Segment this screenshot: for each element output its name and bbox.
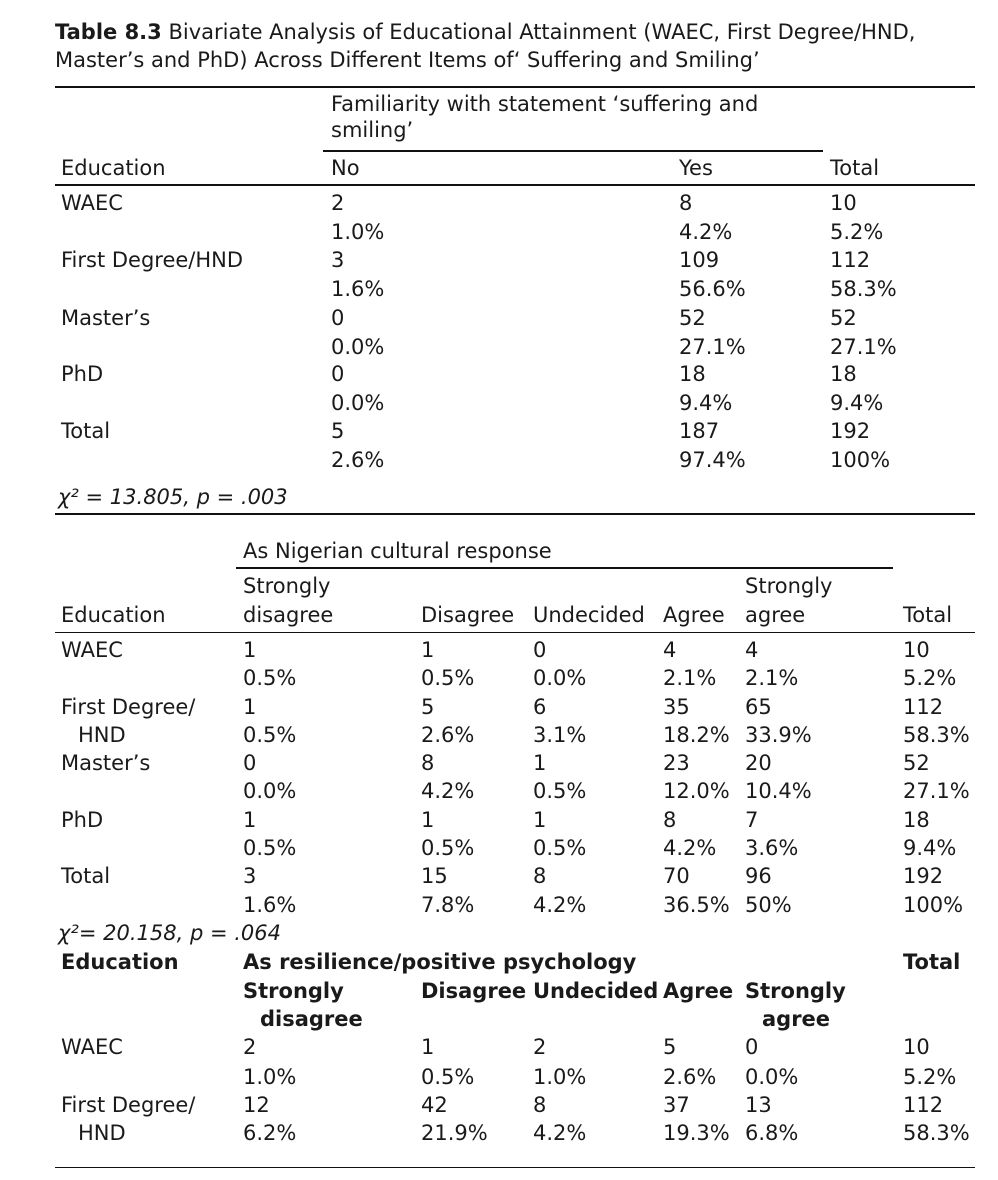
table3-cell-count: 42 bbox=[421, 1093, 448, 1117]
table3-col-header-line1: Strongly bbox=[243, 979, 344, 1003]
table3-cell-count: 2 bbox=[533, 1035, 547, 1059]
table1-row-label: Total bbox=[61, 419, 111, 443]
caption-text-line2: Master’s and PhD) Across Different Items of‘ Suffering and Smiling’ bbox=[55, 48, 760, 72]
table2-cell-pct: 10.4% bbox=[745, 779, 812, 803]
table2-cell-count: 3 bbox=[243, 864, 257, 888]
table3-cell-total: 10 bbox=[903, 1035, 930, 1059]
table3-row-label-cont: HND bbox=[78, 1121, 126, 1145]
table2-cell-count: 8 bbox=[421, 751, 435, 775]
table1-cell-total-pct: 9.4% bbox=[830, 391, 884, 415]
table1-header-rule bbox=[55, 184, 975, 186]
table2-row-label-cont: HND bbox=[78, 723, 126, 747]
table2-cell-pct: 4.2% bbox=[533, 893, 587, 917]
table1-group-header-line2: smiling’ bbox=[331, 118, 414, 142]
table3-cell-pct: 4.2% bbox=[533, 1121, 587, 1145]
table3-col-header-line1: Strongly bbox=[745, 979, 846, 1003]
table2-cell-count: 0 bbox=[243, 751, 257, 775]
table2-cell-count: 1 bbox=[243, 808, 257, 832]
table1-cell-count: 18 bbox=[679, 362, 706, 386]
table2-cell-count: 4 bbox=[663, 638, 677, 662]
table1-cell-pct: 2.6% bbox=[331, 448, 385, 472]
table1-cell-total: 192 bbox=[830, 419, 871, 443]
table1-cell-pct: 1.0% bbox=[331, 220, 385, 244]
table1-group-rule bbox=[323, 150, 823, 152]
table1-cell-total-pct: 27.1% bbox=[830, 335, 897, 359]
table1-cell-count: 0 bbox=[331, 306, 345, 330]
table3-cell-count: 2 bbox=[243, 1035, 257, 1059]
table1-row-label: Master’s bbox=[61, 306, 151, 330]
table3-cell-count: 0 bbox=[745, 1035, 759, 1059]
table1-cell-count: 109 bbox=[679, 248, 720, 272]
table3-cell-pct: 19.3% bbox=[663, 1121, 730, 1145]
table1-cell-count: 8 bbox=[679, 191, 693, 215]
table2-cell-total-pct: 100% bbox=[903, 893, 964, 917]
table1-row-label: WAEC bbox=[61, 191, 123, 215]
table3-cell-pct: 21.9% bbox=[421, 1121, 488, 1145]
table3-row-label: First Degree/ bbox=[61, 1093, 196, 1117]
table1-cell-total: 52 bbox=[830, 306, 857, 330]
table1-col-total: Total bbox=[830, 156, 880, 180]
table2-cell-pct: 0.5% bbox=[243, 836, 297, 860]
table3-cell-count: 37 bbox=[663, 1093, 690, 1117]
table2-group-rule bbox=[236, 567, 893, 569]
table3-cell-total-pct: 5.2% bbox=[903, 1065, 957, 1089]
table2-cell-pct: 36.5% bbox=[663, 893, 730, 917]
table2-cell-pct: 3.6% bbox=[745, 836, 799, 860]
table1-chi-square: χ² = 13.805, p = .003 bbox=[58, 485, 288, 509]
table2-cell-count: 1 bbox=[243, 695, 257, 719]
table2-col-header-line2: Disagree bbox=[421, 603, 515, 627]
table3-cell-pct: 6.2% bbox=[243, 1121, 297, 1145]
table3-col-header-line1: Disagree bbox=[421, 979, 527, 1003]
table2-cell-total: 52 bbox=[903, 751, 930, 775]
table2-col-header-line1: Strongly bbox=[745, 574, 833, 598]
table-number: Table 8.3 bbox=[55, 20, 162, 44]
table3-cell-pct: 1.0% bbox=[243, 1065, 297, 1089]
table1-cell-total-pct: 100% bbox=[830, 448, 891, 472]
table2-col-header-line2: disagree bbox=[243, 603, 334, 627]
table1-cell-pct: 1.6% bbox=[331, 277, 385, 301]
table2-header-rule bbox=[55, 632, 975, 633]
table2-col-header-line2: Undecided bbox=[533, 603, 645, 627]
table2-cell-count: 15 bbox=[421, 864, 448, 888]
table2-cell-count: 1 bbox=[421, 808, 435, 832]
table2-row-label: PhD bbox=[61, 808, 104, 832]
table1-row-label: First Degree/HND bbox=[61, 248, 244, 272]
table1-cell-pct: 9.4% bbox=[679, 391, 733, 415]
table3-col-header-line1: Undecided bbox=[533, 979, 659, 1003]
table1-cell-count: 0 bbox=[331, 362, 345, 386]
table1-cell-pct: 27.1% bbox=[679, 335, 746, 359]
table3-cell-pct: 1.0% bbox=[533, 1065, 587, 1089]
table2-cell-count: 35 bbox=[663, 695, 690, 719]
table2-cell-count: 0 bbox=[533, 638, 547, 662]
table2-cell-total: 18 bbox=[903, 808, 930, 832]
table1-cell-pct: 97.4% bbox=[679, 448, 746, 472]
table2-cell-pct: 50% bbox=[745, 893, 792, 917]
table2-cell-pct: 0.0% bbox=[243, 779, 297, 803]
table2-group-header: As Nigerian cultural response bbox=[243, 539, 552, 563]
table2-cell-pct: 2.1% bbox=[663, 666, 717, 690]
table2-cell-count: 5 bbox=[421, 695, 435, 719]
table1-cell-pct: 4.2% bbox=[679, 220, 733, 244]
table3-row-header: Education bbox=[61, 950, 179, 974]
table1-col-no: No bbox=[331, 156, 360, 180]
table2-cell-total: 192 bbox=[903, 864, 944, 888]
table3-col-total: Total bbox=[903, 950, 961, 974]
table2-cell-count: 1 bbox=[243, 638, 257, 662]
table2-cell-pct: 1.6% bbox=[243, 893, 297, 917]
table2-cell-count: 1 bbox=[533, 808, 547, 832]
table2-cell-pct: 2.1% bbox=[745, 666, 799, 690]
table2-cell-count: 4 bbox=[745, 638, 759, 662]
table2-cell-count: 23 bbox=[663, 751, 690, 775]
table2-row-label: Master’s bbox=[61, 751, 151, 775]
table1-cell-pct: 0.0% bbox=[331, 391, 385, 415]
table2-cell-pct: 0.5% bbox=[243, 666, 297, 690]
table2-row-header: Education bbox=[61, 603, 166, 627]
table1-cell-pct: 0.0% bbox=[331, 335, 385, 359]
table1-row-label: PhD bbox=[61, 362, 104, 386]
table2-row-label: WAEC bbox=[61, 638, 123, 662]
table1-col-yes: Yes bbox=[679, 156, 713, 180]
table-bottom-rule bbox=[55, 1167, 975, 1168]
table1-cell-total: 112 bbox=[830, 248, 871, 272]
table2-cell-count: 6 bbox=[533, 695, 547, 719]
table3-cell-count: 12 bbox=[243, 1093, 270, 1117]
table2-cell-total-pct: 27.1% bbox=[903, 779, 970, 803]
table1-group-header-line1: Familiarity with statement ‘suffering and bbox=[331, 92, 759, 116]
table2-cell-count: 96 bbox=[745, 864, 772, 888]
table2-cell-pct: 0.5% bbox=[533, 836, 587, 860]
table2-cell-pct: 0.5% bbox=[243, 723, 297, 747]
table2-cell-total: 112 bbox=[903, 695, 944, 719]
table1-row-header: Education bbox=[61, 156, 166, 180]
table2-cell-pct: 4.2% bbox=[421, 779, 475, 803]
table1-cell-count: 3 bbox=[331, 248, 345, 272]
table2-cell-count: 7 bbox=[745, 808, 759, 832]
table1-cell-pct: 56.6% bbox=[679, 277, 746, 301]
table1-cell-total: 10 bbox=[830, 191, 857, 215]
table2-cell-pct: 0.0% bbox=[533, 666, 587, 690]
table2-cell-count: 8 bbox=[533, 864, 547, 888]
table3-cell-total-pct: 58.3% bbox=[903, 1121, 970, 1145]
table2-cell-pct: 4.2% bbox=[663, 836, 717, 860]
table2-cell-total-pct: 9.4% bbox=[903, 836, 957, 860]
table2-cell-pct: 0.5% bbox=[421, 666, 475, 690]
table3-col-header-line2: disagree bbox=[260, 1007, 363, 1031]
table1-cell-total: 18 bbox=[830, 362, 857, 386]
table3-col-header-line2: agree bbox=[762, 1007, 831, 1031]
table2-cell-count: 70 bbox=[663, 864, 690, 888]
table3-cell-count: 13 bbox=[745, 1093, 772, 1117]
table2-row-label: Total bbox=[61, 864, 111, 888]
table2-cell-pct: 7.8% bbox=[421, 893, 475, 917]
table2-cell-pct: 18.2% bbox=[663, 723, 730, 747]
table2-cell-pct: 0.5% bbox=[533, 779, 587, 803]
table3-cell-total: 112 bbox=[903, 1093, 944, 1117]
table3-cell-count: 5 bbox=[663, 1035, 677, 1059]
table2-col-header-line1: Strongly bbox=[243, 574, 331, 598]
table2-cell-pct: 2.6% bbox=[421, 723, 475, 747]
table2-cell-count: 1 bbox=[421, 638, 435, 662]
table2-cell-pct: 33.9% bbox=[745, 723, 812, 747]
table1-cell-count: 2 bbox=[331, 191, 345, 215]
table1-bottom-rule bbox=[55, 513, 975, 515]
table2-cell-count: 65 bbox=[745, 695, 772, 719]
table1-cell-count: 52 bbox=[679, 306, 706, 330]
table3-group-header: As resilience/positive psychology bbox=[243, 950, 637, 974]
table1-cell-total-pct: 58.3% bbox=[830, 277, 897, 301]
table1-cell-count: 187 bbox=[679, 419, 720, 443]
table2-cell-count: 8 bbox=[663, 808, 677, 832]
table1-cell-count: 5 bbox=[331, 419, 345, 443]
table2-cell-pct: 3.1% bbox=[533, 723, 587, 747]
table2-cell-total-pct: 5.2% bbox=[903, 666, 957, 690]
table3-col-header-line1: Agree bbox=[663, 979, 734, 1003]
table2-cell-pct: 12.0% bbox=[663, 779, 730, 803]
table2-cell-pct: 0.5% bbox=[421, 836, 475, 860]
table2-cell-total-pct: 58.3% bbox=[903, 723, 970, 747]
table3-cell-pct: 6.8% bbox=[745, 1121, 799, 1145]
table2-cell-count: 20 bbox=[745, 751, 772, 775]
table3-row-label: WAEC bbox=[61, 1035, 123, 1059]
table2-cell-count: 1 bbox=[533, 751, 547, 775]
table2-col-header-line2: agree bbox=[745, 603, 806, 627]
table2-col-total: Total bbox=[903, 603, 953, 627]
table-caption bbox=[55, 18, 975, 74]
table2-row-label: First Degree/ bbox=[61, 695, 196, 719]
table2-col-header-line2: Agree bbox=[663, 603, 725, 627]
table3-cell-pct: 0.0% bbox=[745, 1065, 799, 1089]
caption-text-line1: Bivariate Analysis of Educational Attainment (WAEC, First Degree/HND, bbox=[161, 20, 916, 44]
table3-cell-pct: 2.6% bbox=[663, 1065, 717, 1089]
table3-cell-count: 1 bbox=[421, 1035, 435, 1059]
table3-cell-count: 8 bbox=[533, 1093, 547, 1117]
table3-cell-pct: 0.5% bbox=[421, 1065, 475, 1089]
table2-chi-square: χ²= 20.158, p = .064 bbox=[58, 921, 281, 945]
table2-cell-total: 10 bbox=[903, 638, 930, 662]
table1-cell-total-pct: 5.2% bbox=[830, 220, 884, 244]
table1-top-rule bbox=[55, 86, 975, 88]
